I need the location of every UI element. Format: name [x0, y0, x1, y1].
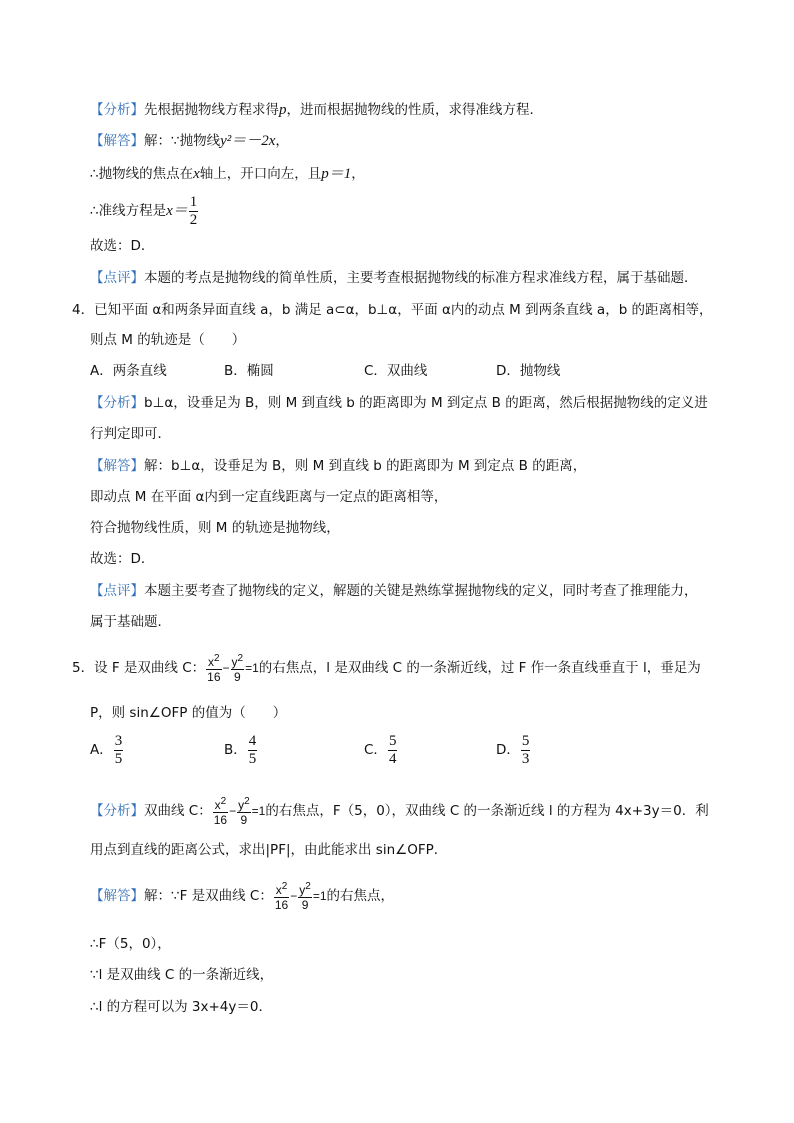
q5-minus: − — [222, 661, 230, 675]
q4-option-b: B．椭圆 — [224, 363, 274, 379]
q5-fraction-x-num: $x^2$ — [208, 652, 220, 669]
q5-option-d: D． $\frac{5}{3}$ — [496, 732, 530, 767]
q5-answer-fraction-y: $\frac{y^2}{9}$ — [299, 880, 311, 912]
q5-fraction-y-den: 9 — [233, 669, 241, 684]
directrix-line — [90, 193, 199, 229]
q5-analysis-text-b: 的右焦点，F（5，0），双曲线 C 的一条渐近线 l 的方程为 4x+3y＝0．利 — [265, 803, 709, 819]
q5-analysis-line2: 用点到直线的距离公式，求出|PF|，由此能求出 sin∠OFP． — [90, 842, 448, 858]
focus-text-b: 轴上，开口向左，且 — [199, 166, 322, 182]
q4-option-c: C．双曲线 — [364, 363, 428, 379]
focus-text-c: ， — [351, 166, 365, 182]
q5-answer-line3: ∵l 是双曲线 C 的一条渐近线， — [90, 967, 274, 983]
q5-stem-line1 — [72, 648, 701, 688]
focus-var-p: p＝1 — [321, 166, 352, 182]
q4-answer-text: 解：b⊥α，设垂足为 B，则 M 到直线 b 的距离即为 M 到定点 B 的距离， — [144, 458, 587, 474]
answer-equation: y²＝－2x — [220, 133, 276, 149]
answer-text-a: 解：∵抛物线 — [144, 133, 221, 149]
q5-answer-line4: ∴l 的方程可以为 3x+4y＝0． — [90, 999, 272, 1015]
fraction-one-half — [189, 194, 199, 229]
q4-answer-line3: 符合抛物线性质，则 M 的轨迹是抛物线， — [90, 520, 340, 536]
analysis-tag: 【分析】 — [90, 102, 144, 118]
fraction-denominator: 2 — [189, 211, 198, 228]
q5-stem-text-a: 5．设 F 是双曲线 C： — [72, 660, 206, 676]
focus-var-x: x — [193, 166, 200, 182]
q5-analysis-text-a: 双曲线 C： — [144, 803, 212, 819]
q5-equals: =1 — [245, 661, 259, 675]
q5-answer-line1: 【解答】解：∵F 是双曲线 C： $\frac{x^2}{16}$ − $\frac{y^2}{9}$ =1的右焦点， — [90, 880, 394, 912]
comment-line — [90, 268, 698, 288]
q4-option-a: A．两条直线 — [90, 363, 167, 379]
q4-comment-text: 本题主要考查了抛物线的定义，解题的关键是熟练掌握抛物线的定义，同时考查了推理能力， — [144, 583, 698, 599]
q5-analysis-line1: 【分析】双曲线 C： $\frac{x^2}{16}$ − $\frac{y^2}{9}$ =1的右焦点，F（5，0），双曲线 C 的一条渐近线 l 的方程为 4x+3y＝0．利 — [90, 795, 709, 827]
q4-answer-tag: 【解答】 — [90, 458, 144, 474]
q5-analysis-fraction-x: $\frac{x^2}{16}$ — [213, 795, 228, 827]
focus-text-a: ∴抛物线的焦点在 — [90, 166, 194, 182]
q5-answer-tag: 【解答】 — [90, 888, 144, 904]
q5-option-c: C． $\frac{5}{4}$ — [364, 732, 397, 767]
q5-fraction-x-den: 16 — [207, 669, 221, 684]
analysis-line — [90, 100, 543, 120]
q5-fraction-y — [231, 653, 245, 684]
comment-text: 本题的考点是抛物线的简单性质，主要考查根据抛物线的标准方程求准线方程，属于基础题． — [144, 270, 698, 286]
analysis-text-a: 先根据抛物线方程求得 — [144, 102, 279, 118]
q4-comment-tag: 【点评】 — [90, 583, 144, 599]
q5-option-b: B． $\frac{4}{5}$ — [224, 732, 257, 767]
q5-option-a: A． $\frac{3}{5}$ — [90, 732, 123, 767]
q4-option-d: D．抛物线 — [496, 363, 561, 379]
fraction-numerator: 1 — [189, 193, 198, 210]
q4-stem-line1: 4．已知平面 α和两条异面直线 a，b 满足 a⊂α，b⊥α，平面 α内的动点 M 到两条直线 a，b 的距离相等， — [72, 302, 713, 318]
q5-analysis-fraction-y: $\frac{y^2}{9}$ — [238, 795, 250, 827]
answer-tag: 【解答】 — [90, 133, 144, 149]
q5-answer-fraction-x: $\frac{x^2}{16}$ — [274, 880, 289, 912]
q5-answer-line2: ∴F（5，0）， — [90, 936, 171, 952]
q5-answer-text-a: 解：∵F 是双曲线 C： — [144, 888, 273, 904]
q5-analysis-tag: 【分析】 — [90, 803, 144, 819]
q4-answer-line1 — [90, 456, 586, 476]
q5-stem-line2: P，则 sin∠OFP 的值为（ ） — [90, 705, 287, 721]
q4-answer-line4: 故选：D． — [90, 551, 155, 567]
q4-analysis-line2: 行判定即可． — [90, 426, 171, 442]
q4-analysis-tag: 【分析】 — [90, 395, 144, 411]
directrix-var: x＝ — [166, 203, 188, 219]
q5-stem-text-b: 的右焦点，l 是双曲线 C 的一条渐近线，过 F 作一条直线垂直于 l，垂足为 — [258, 660, 701, 676]
directrix-text: ∴准线方程是 — [90, 203, 167, 219]
q4-analysis-line1 — [90, 393, 708, 413]
q4-comment-line1 — [90, 581, 698, 601]
q4-analysis-text: b⊥α，设垂足为 B，则 M 到直线 b 的距离即为 M 到定点 B 的距离，然后根据抛物线的定义进 — [144, 395, 708, 411]
q4-answer-line2: 即动点 M 在平面 α内到一定直线距离与一定点的距离相等， — [90, 489, 448, 505]
analysis-text-b: ，进而根据抛物线的性质，求得准线方程． — [286, 102, 543, 118]
analysis-var-p: p — [279, 102, 287, 118]
focus-line — [90, 164, 365, 184]
q5-fraction-x — [206, 653, 221, 684]
answer-line — [90, 131, 289, 151]
answer-text-b: ， — [275, 133, 289, 149]
q4-stem-line2: 则点 M 的轨迹是（ ） — [90, 332, 246, 348]
q5-answer-text-b: 的右焦点， — [326, 888, 394, 904]
q4-comment-line2: 属于基础题． — [90, 614, 171, 630]
choice-line: 故选：D． — [90, 238, 155, 254]
comment-tag: 【点评】 — [90, 270, 144, 286]
q5-fraction-y-num: $y^2$ — [231, 652, 244, 669]
